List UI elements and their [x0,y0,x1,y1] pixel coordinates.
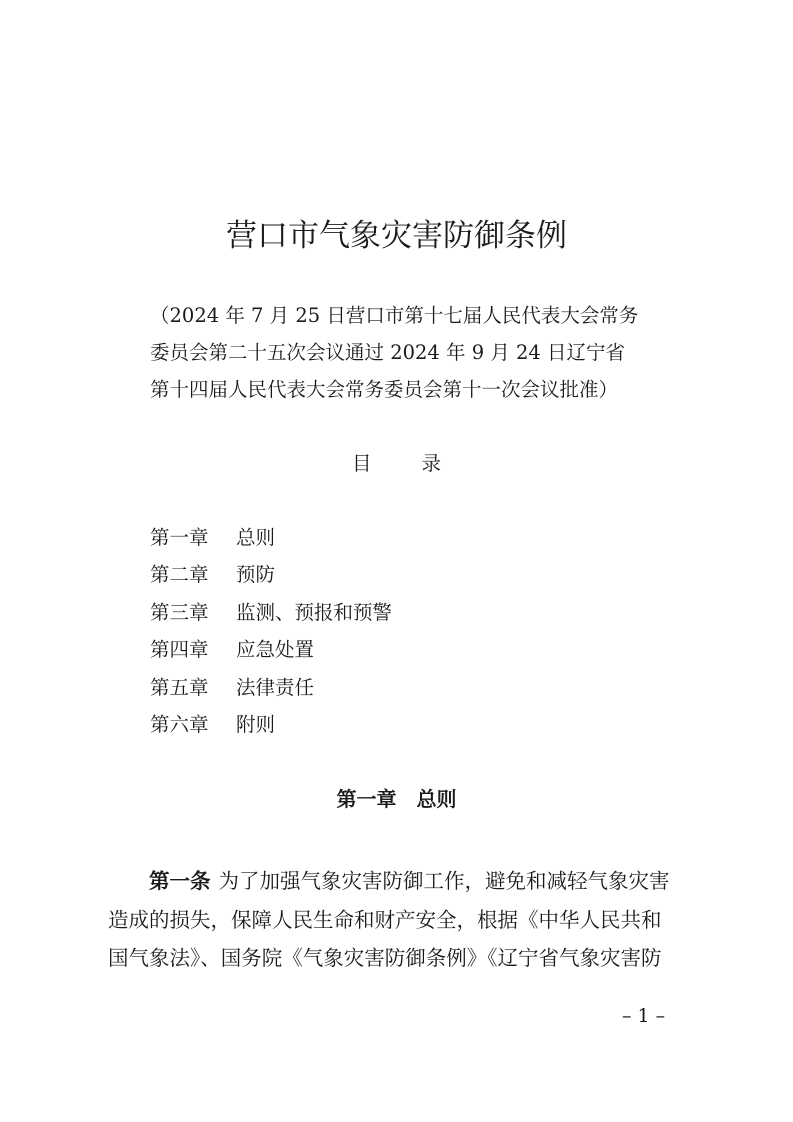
adoption-note-line: 第十四届人民代表大会常务委员会第十一次会议批准） [150,378,619,401]
adoption-note [150,297,670,408]
article-line: 国气象法》、国务院《气象灾害防御条例》《辽宁省气象灾害防 [108,946,662,970]
toc-item-number: 第四章 [150,638,209,662]
toc-item[interactable] [150,631,392,668]
toc-item-title: 法律责任 [236,675,315,699]
toc-item[interactable] [150,556,392,593]
toc-item[interactable] [150,706,392,743]
toc-item-title: 应急处置 [236,638,315,662]
toc-item-number: 第一章 [150,526,209,549]
table-of-contents [150,519,392,743]
page-number: – 1 – [622,1005,666,1027]
toc-heading [0,449,793,479]
article-line: 造成的损失，保障人民生命和财产安全，根据《中华人民共和 [108,907,662,932]
document-title: 营口市气象灾害防御条例 [226,218,567,254]
chapter-heading [0,784,793,814]
toc-item-title: 监测、预报和预警 [236,600,393,624]
adoption-note-line: 委员会第二十五次会议通过 2024 年 9 月 24 日辽宁省 [150,341,626,364]
toc-item[interactable] [150,519,392,556]
toc-item-title: 总则 [236,526,276,549]
article-text: 为了加强气象灾害防御工作，避免和减轻气象灾害 [218,869,670,893]
article-label: 第一条 [149,869,211,893]
toc-item-number: 第二章 [150,563,209,587]
article-line [108,862,688,901]
toc-item-number: 第五章 [150,675,209,699]
toc-item-number: 第三章 [150,600,209,624]
toc-item[interactable] [150,669,392,706]
toc-heading-right: 录 [421,452,442,475]
toc-item-title: 附则 [236,712,276,736]
toc-heading-left: 目 [351,452,372,475]
toc-item[interactable] [150,594,392,631]
adoption-note-line: （2024 年 7 月 25 日营口市第十七届人民代表大会常务 [150,304,639,327]
chapter-number: 第一章 [336,787,397,811]
article-1 [108,862,688,978]
chapter-title: 总则 [416,787,457,811]
toc-item-number: 第六章 [150,712,209,736]
toc-item-title: 预防 [236,563,276,587]
